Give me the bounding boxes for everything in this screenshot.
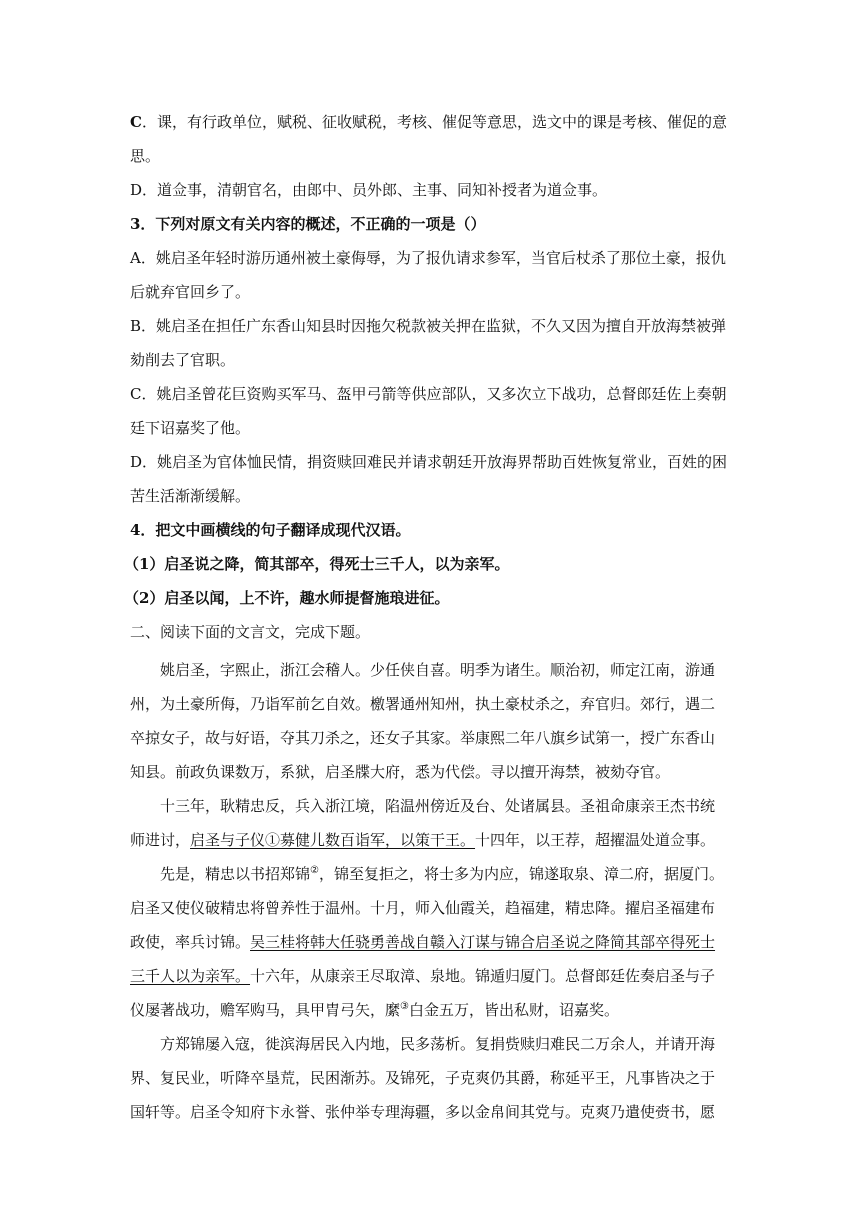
option-letter: C <box>130 113 142 131</box>
text-line: 后就弃官回乡了。 <box>130 283 251 301</box>
passage-text: 十四年，以王荐，超擢温处道佥事。 <box>475 831 716 849</box>
passage-line <box>130 932 730 952</box>
passage-line: 知县。前政负课数万，系狱，启圣牒大府，悉为代偿。寻以擅开海禁，被劾夺官。 <box>130 763 671 781</box>
passage-text: 先是，精忠以书招郑锦 <box>160 865 311 883</box>
passage-line <box>130 830 730 850</box>
passage-text: 白金五万，皆出私财，诏嘉奖。 <box>408 1001 619 1019</box>
text-line: 廷下诏嘉奖了他。 <box>130 419 251 437</box>
option-a-line: A．姚启圣年轻时游历通州被土豪侮辱，为了报仇请求参军，当官后杖杀了那位土豪，报仇 <box>130 249 726 267</box>
passage-text: 十六年，从康亲王尽取漳、泉地。锦遁归厦门。总督郎廷佐奏启圣与子 <box>250 967 716 985</box>
question-4: 4．把文中画横线的句子翻译成现代汉语。 <box>130 521 411 539</box>
footnote-marker: ② <box>310 865 319 876</box>
passage-line: 方郑锦屡入寇，徙滨海居民入内地，民多荡析。复捐赀赎归难民二万余人，并请开海 <box>160 1035 716 1053</box>
text-line: 苦生活渐渐缓解。 <box>130 487 251 505</box>
passage-text: 政使，率兵讨锦。 <box>130 933 251 951</box>
text-line: 思。 <box>130 147 161 165</box>
passage-line <box>130 1000 730 1020</box>
underlined-sentence: 三千人以为亲军。 <box>130 967 251 985</box>
section-heading: 二、阅读下面的文言文，完成下题。 <box>130 623 371 641</box>
footnote-marker: ③ <box>400 1001 409 1012</box>
text-line: ．课，有行政单位，赋税、征收赋税，考核、催促等意思，选文中的课是考核、催促的意 <box>141 113 727 131</box>
option-d-line <box>130 180 730 200</box>
passage-line: 卒掠女子，故与好语，夺其刀杀之，还女子其家。举康熙二年八旗乡试第一，授广东香山 <box>130 729 716 747</box>
passage-text: 仪屡著战功，赡军购马，具甲胄弓矢，縻 <box>130 1001 401 1019</box>
passage-line: 十三年，耿精忠反，兵入浙江境，陷温州傍近及台、处诸属县。圣祖命康亲王杰书统 <box>160 797 716 815</box>
passage-line: 国轩等。启圣令知府卞永誉、张仲举专理海疆，多以金帛间其党与。克爽乃遣使赍书，愿 <box>130 1103 716 1121</box>
passage-line: 姚启圣，字熙止，浙江会稽人。少任侠自喜。明季为诸生。顺治初，师定江南，游通 <box>160 661 716 679</box>
passage-line: 启圣又使仪破精忠将曾养性于温州。十月，师入仙霞关，趋福建，精忠降。擢启圣福建布 <box>130 899 716 917</box>
option-d-line: D．姚启圣为官体恤民情，捐资赎回难民并请求朝廷开放海界帮助百姓恢复常业，百姓的困 <box>130 453 728 471</box>
passage-text: ，锦至复拒之，将士多为内应，锦遂取泉、漳二府，据厦门。 <box>318 865 724 883</box>
underlined-sentence: 吴三桂将韩大任骁勇善战自赣入汀谋与锦合启圣说之降简其部卒得死士 <box>250 933 716 951</box>
question-3: 3．下列对原文有关内容的概述，不正确的一项是（） <box>130 215 486 233</box>
option-c-line <box>130 112 730 132</box>
sub-question-2: （2）启圣以闻，上不许，趣水师提督施琅进征。 <box>124 589 450 607</box>
passage-line <box>130 966 730 986</box>
passage-line <box>160 864 760 884</box>
sub-question-1: （1）启圣说之降，简其部卒，得死士三千人，以为亲军。 <box>124 555 510 573</box>
underlined-sentence: 启圣与子仪①募健儿数百诣军，以策干王。 <box>190 831 476 849</box>
text-line: 劾削去了官职。 <box>130 351 236 369</box>
text-line: D．道佥事，清朝官名，由郎中、员外郎、主事、同知补授者为道佥事。 <box>130 181 608 199</box>
passage-line: 界、复民业，听降卒垦荒，民困渐苏。及锦死，子克爽仍其爵，称延平王，凡事皆决之于 <box>130 1069 716 1087</box>
option-b-line: B．姚启圣在担任广东香山知县时因拖欠税款被关押在监狱，不久又因为擅自开放海禁被弹 <box>130 317 727 335</box>
option-c-line: C．姚启圣曾花巨资购买军马、盔甲弓箭等供应部队，又多次立下战功，总督郎廷佐上奏朝 <box>130 385 727 403</box>
passage-line: 州，为土豪所侮，乃诣军前乞自效。檄署通州知州，执土豪杖杀之，弃官归。郊行，遇二 <box>130 695 716 713</box>
passage-text: 师进讨， <box>130 831 191 849</box>
